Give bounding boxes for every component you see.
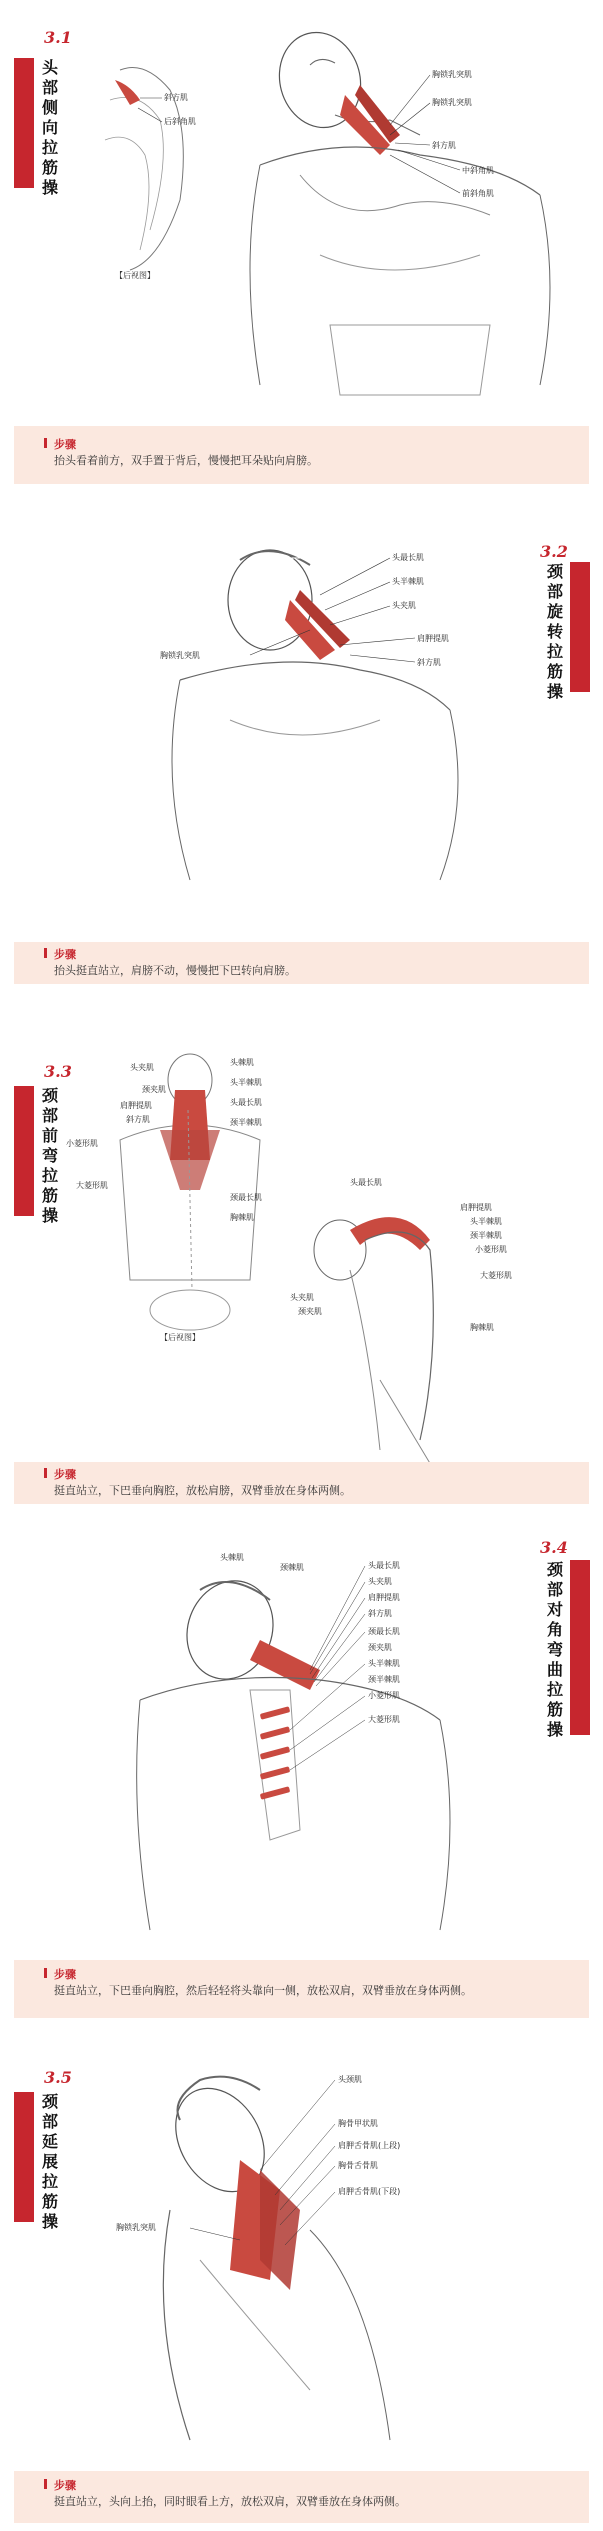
muscle-label: 头夹肌 — [290, 1293, 314, 1302]
section-title: 头部侧向拉筋操 — [41, 58, 58, 197]
muscle-label: 头半棘肌 — [368, 1659, 400, 1668]
muscle-label: 头半棘肌 — [470, 1217, 502, 1226]
muscle-label: 头最长肌 — [368, 1561, 400, 1570]
step-box — [14, 1462, 589, 1504]
muscle-label: 头最长肌 — [350, 1178, 382, 1187]
section-3-1 — [0, 0, 603, 490]
neck-extension-illustration — [110, 2060, 490, 2460]
muscle-label: 斜方肌 — [432, 141, 456, 150]
back-view-caption: 【后视图】 — [115, 271, 155, 280]
muscle-label: 头半棘肌 — [230, 1078, 262, 1087]
muscle-label: 肩胛舌骨肌(下段) — [338, 2187, 401, 2196]
step-box — [14, 942, 589, 984]
muscle-label: 头夹肌 — [368, 1577, 392, 1586]
muscle-label: 颈夹肌 — [298, 1307, 322, 1316]
muscle-label: 小菱形肌 — [368, 1691, 400, 1700]
muscle-label: 胸锁乳突肌 — [160, 651, 200, 660]
muscle-label: 头夹肌 — [392, 601, 416, 610]
step-heading: 步骤 — [54, 2479, 76, 2492]
step-text: 挺直站立，头向上抬，同时眼看上方，放松双肩，双臂垂放在身体两侧。 — [54, 2495, 406, 2508]
muscle-label: 斜方肌 — [368, 1609, 392, 1618]
muscle-label: 颈棘肌 — [280, 1563, 304, 1572]
muscle-label: 大菱形肌 — [368, 1715, 400, 1724]
title-accent-bar — [14, 2092, 34, 2222]
neck-diagonal-flexion-illustration — [140, 1553, 540, 1940]
step-text: 抬头看着前方，双手置于背后，慢慢把耳朵贴向肩膀。 — [54, 454, 318, 467]
muscle-label: 大菱形肌 — [480, 1271, 512, 1280]
muscle-label: 头夹肌 — [130, 1063, 154, 1072]
back-view-caption: 【后视图】 — [160, 1333, 200, 1342]
muscle-label: 头颈肌 — [338, 2075, 362, 2084]
title-accent-bar — [14, 1086, 34, 1216]
muscle-label: 小菱形肌 — [475, 1245, 507, 1254]
muscle-label: 肩胛提肌 — [368, 1593, 400, 1602]
section-number: 3.5 — [44, 2068, 72, 2087]
muscle-label: 头最长肌 — [230, 1098, 262, 1107]
section-title: 颈部对角弯曲拉筋操 — [546, 1560, 563, 1739]
section-title: 颈部前弯拉筋操 — [41, 1086, 58, 1225]
muscle-label: 肩胛提肌 — [120, 1101, 152, 1110]
head-lateral-stretch-illustration — [240, 25, 580, 405]
step-heading: 步骤 — [54, 948, 76, 961]
muscle-label: 胸骨舌骨肌 — [338, 2161, 378, 2170]
back-view-illustration — [66, 1050, 280, 1350]
section-3-4 — [0, 1520, 603, 2040]
muscle-label: 颈最长肌 — [230, 1193, 262, 1202]
muscle-label: 前斜角肌 — [462, 189, 494, 198]
section-number: 3.3 — [44, 1062, 72, 1081]
muscle-label: 胸棘肌 — [470, 1323, 494, 1332]
muscle-label: 颈半棘肌 — [368, 1675, 400, 1684]
muscle-label: 斜方肌 — [417, 658, 441, 667]
step-text: 抬头挺直站立，肩膀不动，慢慢把下巴转向肩膀。 — [54, 964, 296, 977]
inset-label: 斜方肌 — [164, 93, 188, 102]
muscle-label: 胸锁乳突肌 — [432, 98, 472, 107]
section-3-5 — [0, 2050, 603, 2531]
step-text: 挺直站立，下巴垂向胸腔，然后轻轻将头靠向一侧，放松双肩，双臂垂放在身体两侧。 — [54, 1984, 472, 1997]
section-number: 3.2 — [540, 542, 568, 561]
step-heading: 步骤 — [54, 1968, 76, 1981]
muscle-label: 胸骨甲状肌 — [338, 2119, 378, 2128]
title-accent-bar — [14, 58, 34, 188]
muscle-label: 胸棘肌 — [230, 1213, 254, 1222]
muscle-label: 肩胛提肌 — [417, 634, 449, 643]
step-heading: 步骤 — [54, 1468, 76, 1481]
muscle-label: 胸锁乳突肌 — [116, 2223, 156, 2232]
section-3-2 — [0, 490, 603, 990]
step-box — [14, 426, 589, 484]
muscle-label: 大菱形肌 — [76, 1181, 108, 1190]
title-accent-bar — [570, 562, 590, 692]
muscle-label: 颈夹肌 — [142, 1085, 166, 1094]
section-title: 颈部延展拉筋操 — [41, 2092, 58, 2231]
back-view-illustration — [100, 60, 220, 280]
muscle-label: 中斜角肌 — [462, 166, 494, 175]
muscle-label: 斜方肌 — [126, 1115, 150, 1124]
muscle-label: 胸锁乳突肌 — [432, 70, 472, 79]
section-title: 颈部旋转拉筋操 — [546, 562, 563, 701]
muscle-label: 肩胛舌骨肌(上段) — [338, 2141, 401, 2150]
section-number: 3.1 — [44, 28, 72, 47]
muscle-label: 头半棘肌 — [392, 577, 424, 586]
muscle-label: 颈半棘肌 — [230, 1118, 262, 1127]
section-number: 3.4 — [540, 1538, 568, 1557]
step-box — [14, 2471, 589, 2523]
muscle-label: 颈最长肌 — [368, 1627, 400, 1636]
inset-label: 后斜角肌 — [164, 117, 196, 126]
muscle-label: 肩胛提肌 — [460, 1203, 492, 1212]
neck-rotation-illustration — [160, 520, 480, 890]
muscle-label: 头最长肌 — [392, 553, 424, 562]
muscle-label: 头棘肌 — [230, 1058, 254, 1067]
neck-flexion-side-illustration — [290, 1178, 570, 1480]
muscle-label: 头棘肌 — [220, 1553, 244, 1562]
muscle-label: 颈夹肌 — [368, 1643, 392, 1652]
section-3-3 — [0, 1030, 603, 1520]
step-box — [14, 1960, 589, 2018]
muscle-label: 小菱形肌 — [66, 1139, 98, 1148]
step-text: 挺直站立，下巴垂向胸腔，放松肩膀，双臂垂放在身体两侧。 — [54, 1484, 351, 1497]
step-heading: 步骤 — [54, 438, 76, 451]
title-accent-bar — [570, 1560, 590, 1735]
muscle-label: 颈半棘肌 — [470, 1231, 502, 1240]
